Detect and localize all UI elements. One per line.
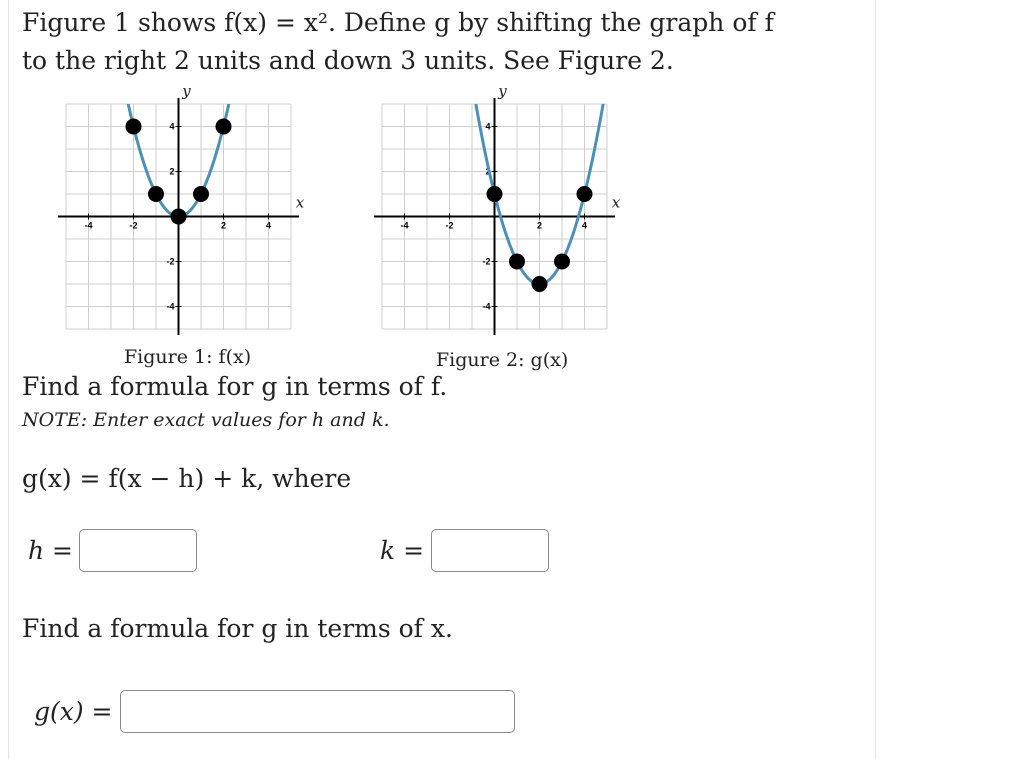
intro-line-1: Figure 1 shows f(x) = x². Define g by shifting the graph of f [22,8,774,37]
formula-g-of-f: g(x) = f(x − h) + k, where [22,464,352,493]
y-axis-label: y [182,82,191,100]
y-tick-label: -4 [482,301,491,312]
figure-1-caption: Figure 1: f(x) [124,346,252,368]
question-1-prompt: Find a formula for g in terms of f. [22,372,448,401]
data-point [193,186,209,202]
x-tick-label: 2 [220,220,227,231]
data-point [216,119,232,135]
data-point [487,186,503,202]
figure-1-graph [58,80,308,345]
y-tick-label: 4 [169,121,175,132]
x-tick-label: 4 [265,220,272,231]
x-tick-label: 2 [536,220,543,231]
data-point [532,276,548,292]
data-point [148,186,164,202]
h-label: h = [28,536,73,565]
figure-2-graph [374,80,624,345]
data-point [554,254,570,270]
x-tick-label: -2 [445,220,454,231]
y-tick-label: 2 [169,166,175,177]
g-label: g(x) = [34,697,113,726]
k-label: k = [380,536,425,565]
x-tick-label: -2 [129,220,138,231]
question-2-prompt: Find a formula for g in terms of x. [22,614,453,643]
x-tick-label: -4 [84,220,93,231]
question-1-note: NOTE: Enter exact values for h and k. [22,409,390,431]
y-tick-label: -2 [482,256,491,267]
y-tick-label: 4 [485,121,491,132]
data-point [126,119,142,135]
y-tick-label: 2 [485,166,491,177]
y-tick-label: -2 [166,256,175,267]
intro-line-2: to the right 2 units and down 3 units. See Figure 2. [22,46,674,75]
y-axis-label: y [498,82,507,100]
y-tick-label: -4 [166,301,175,312]
g-input[interactable] [120,690,515,733]
x-axis-label: x [295,193,305,212]
h-input[interactable] [79,529,197,572]
k-input[interactable] [431,529,549,572]
data-point [171,209,187,225]
data-point [577,186,593,202]
x-tick-label: 4 [581,220,588,231]
figure-2-caption: Figure 2: g(x) [436,349,569,371]
x-axis-label: x [611,193,621,212]
x-tick-label: -4 [400,220,409,231]
data-point [509,254,525,270]
